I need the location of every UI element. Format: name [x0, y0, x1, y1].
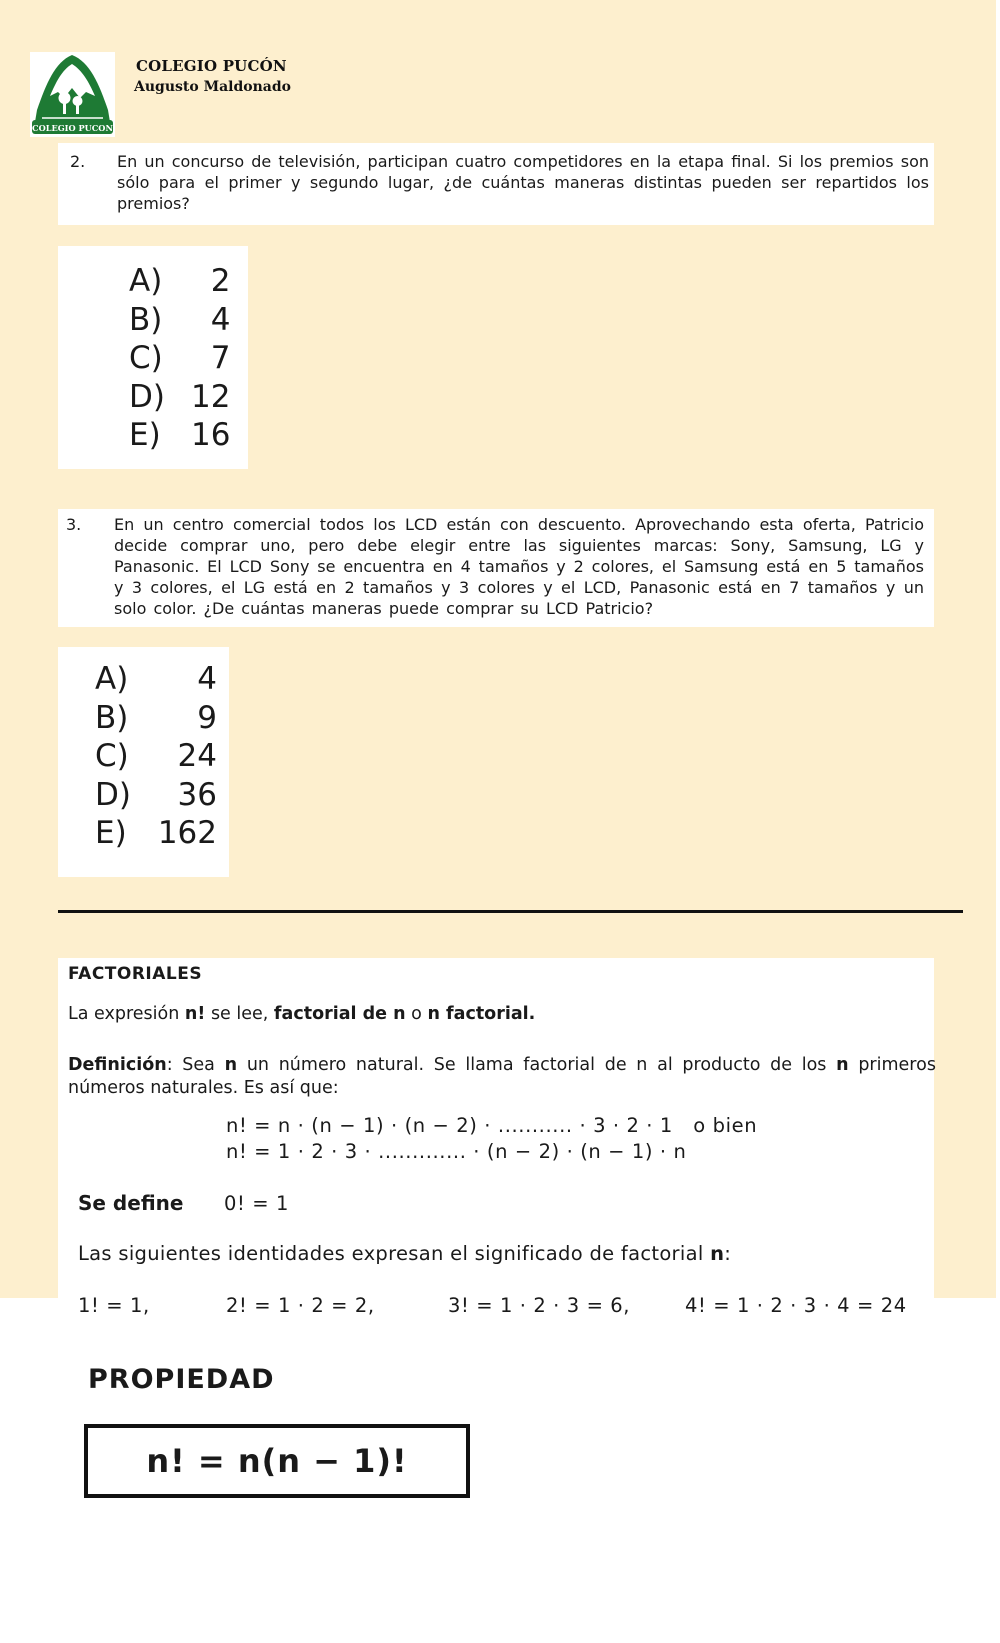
reading-intro: La expresión	[68, 1004, 180, 1024]
definition-part-2: un número natural. Se llama factorial de n al producto de los	[246, 1055, 827, 1075]
option-row[interactable]	[95, 814, 217, 853]
example-2: 2! = 1 · 2 = 2,	[226, 1294, 375, 1317]
reading-o: o	[411, 1004, 422, 1024]
option-value: 9	[197, 699, 217, 736]
definition-n-2: n	[836, 1055, 849, 1075]
option-row[interactable]	[95, 660, 217, 699]
school-subtitle: Augusto Maldonado	[134, 79, 291, 95]
option-value: 162	[157, 815, 217, 851]
reading-line	[68, 1004, 535, 1024]
logo-text: COLEGIO PUCON	[32, 123, 113, 133]
example-1: 1! = 1,	[78, 1294, 150, 1317]
formula-1-suffix: o bien	[693, 1114, 758, 1137]
factoriales-title: FACTORIALES	[68, 964, 203, 984]
option-row[interactable]	[95, 699, 217, 738]
definition-paragraph	[68, 1054, 936, 1100]
property-box	[84, 1424, 470, 1498]
definition-part-1: : Sea	[166, 1055, 215, 1075]
formula-2: n! = 1 · 2 · 3 · ............. · (n − 2) · (n − 1) · n	[226, 1140, 687, 1163]
option-row[interactable]	[129, 262, 230, 301]
definition-label: Definición	[68, 1055, 167, 1075]
option-value: 16	[191, 417, 231, 453]
se-define-label: Se define	[78, 1191, 184, 1215]
question-3-options	[95, 660, 217, 853]
formula-1	[226, 1114, 757, 1137]
option-value: 4	[197, 661, 217, 697]
option-row[interactable]	[95, 737, 217, 776]
option-label: A)	[129, 263, 163, 299]
identities-colon: :	[724, 1242, 732, 1265]
option-label: E)	[95, 815, 127, 851]
se-define-value: 0! = 1	[224, 1192, 289, 1215]
question-2-options	[129, 262, 230, 455]
option-row[interactable]	[129, 416, 230, 455]
option-value: 24	[177, 738, 217, 774]
reading-bold-1: factorial de n	[273, 1004, 406, 1024]
question-2-text: En un concurso de televisión, participan cuatro competidores en la etapa final. Si los premios son sólo para el primer y segundo lugar, ¿de cuántas maneras distintas pueden ser repartidos los premios?	[117, 152, 929, 213]
reading-mid: se lee,	[210, 1004, 269, 1024]
option-label: E)	[129, 417, 161, 453]
example-4: 4! = 1 · 2 · 3 · 4 = 24	[685, 1294, 907, 1317]
option-row[interactable]	[129, 378, 230, 417]
identities-text: Las siguientes identidades expresan el significado de factorial	[78, 1242, 704, 1265]
identities-line	[78, 1242, 731, 1265]
option-value: 36	[177, 776, 217, 813]
question-3-text: En un centro comercial todos los LCD están con descuento. Aprovechando esta oferta, Patricio decide comprar uno, pero debe elegir entre las siguientes marcas: Sony, Samsung, LG y Panasonic. El LCD Sony se encuentra en 4 tamaños y 2 colores, el Samsung está en 5 tamaños y 3 colores, el LG está en 2 tamaños y 3 colores y el LCD, Panasonic está en 7 tamaños y un solo color. ¿De cuántas maneras puede comprar su LCD Patricio?	[114, 515, 924, 618]
property-formula: n! = n(n − 1)!	[146, 1442, 408, 1480]
option-row[interactable]	[95, 776, 217, 815]
option-label: D)	[95, 776, 131, 813]
option-label: D)	[129, 378, 165, 415]
reading-symbol: n!	[184, 1004, 206, 1024]
example-3: 3! = 1 · 2 · 3 = 6,	[448, 1294, 631, 1317]
option-label: C)	[129, 340, 163, 376]
option-label: C)	[95, 738, 129, 774]
option-row[interactable]	[129, 339, 230, 378]
identities-n: n	[710, 1242, 725, 1265]
question-3-number: 3.	[66, 515, 82, 534]
option-row[interactable]	[129, 301, 230, 340]
definition-n-1: n	[224, 1055, 238, 1075]
formula-1-expr: n! = n · (n − 1) · (n − 2) · ........... · 3 · 2 · 1	[226, 1114, 673, 1137]
option-label: B)	[95, 699, 129, 736]
option-label: B)	[129, 301, 163, 338]
option-label: A)	[95, 661, 129, 697]
property-title: PROPIEDAD	[88, 1364, 275, 1395]
question-2-number: 2.	[70, 152, 86, 171]
reading-bold-2: n factorial.	[427, 1004, 536, 1024]
definition-part-3: primeros números naturales. Es así que:	[68, 1055, 936, 1098]
option-value: 12	[191, 378, 231, 415]
option-value: 7	[210, 340, 231, 376]
page-edge	[996, 0, 1000, 1643]
option-value: 2	[210, 263, 231, 299]
school-name: COLEGIO PUCÓN	[136, 57, 287, 75]
option-value: 4	[210, 301, 231, 338]
section-divider	[58, 910, 963, 913]
school-logo	[30, 52, 115, 137]
